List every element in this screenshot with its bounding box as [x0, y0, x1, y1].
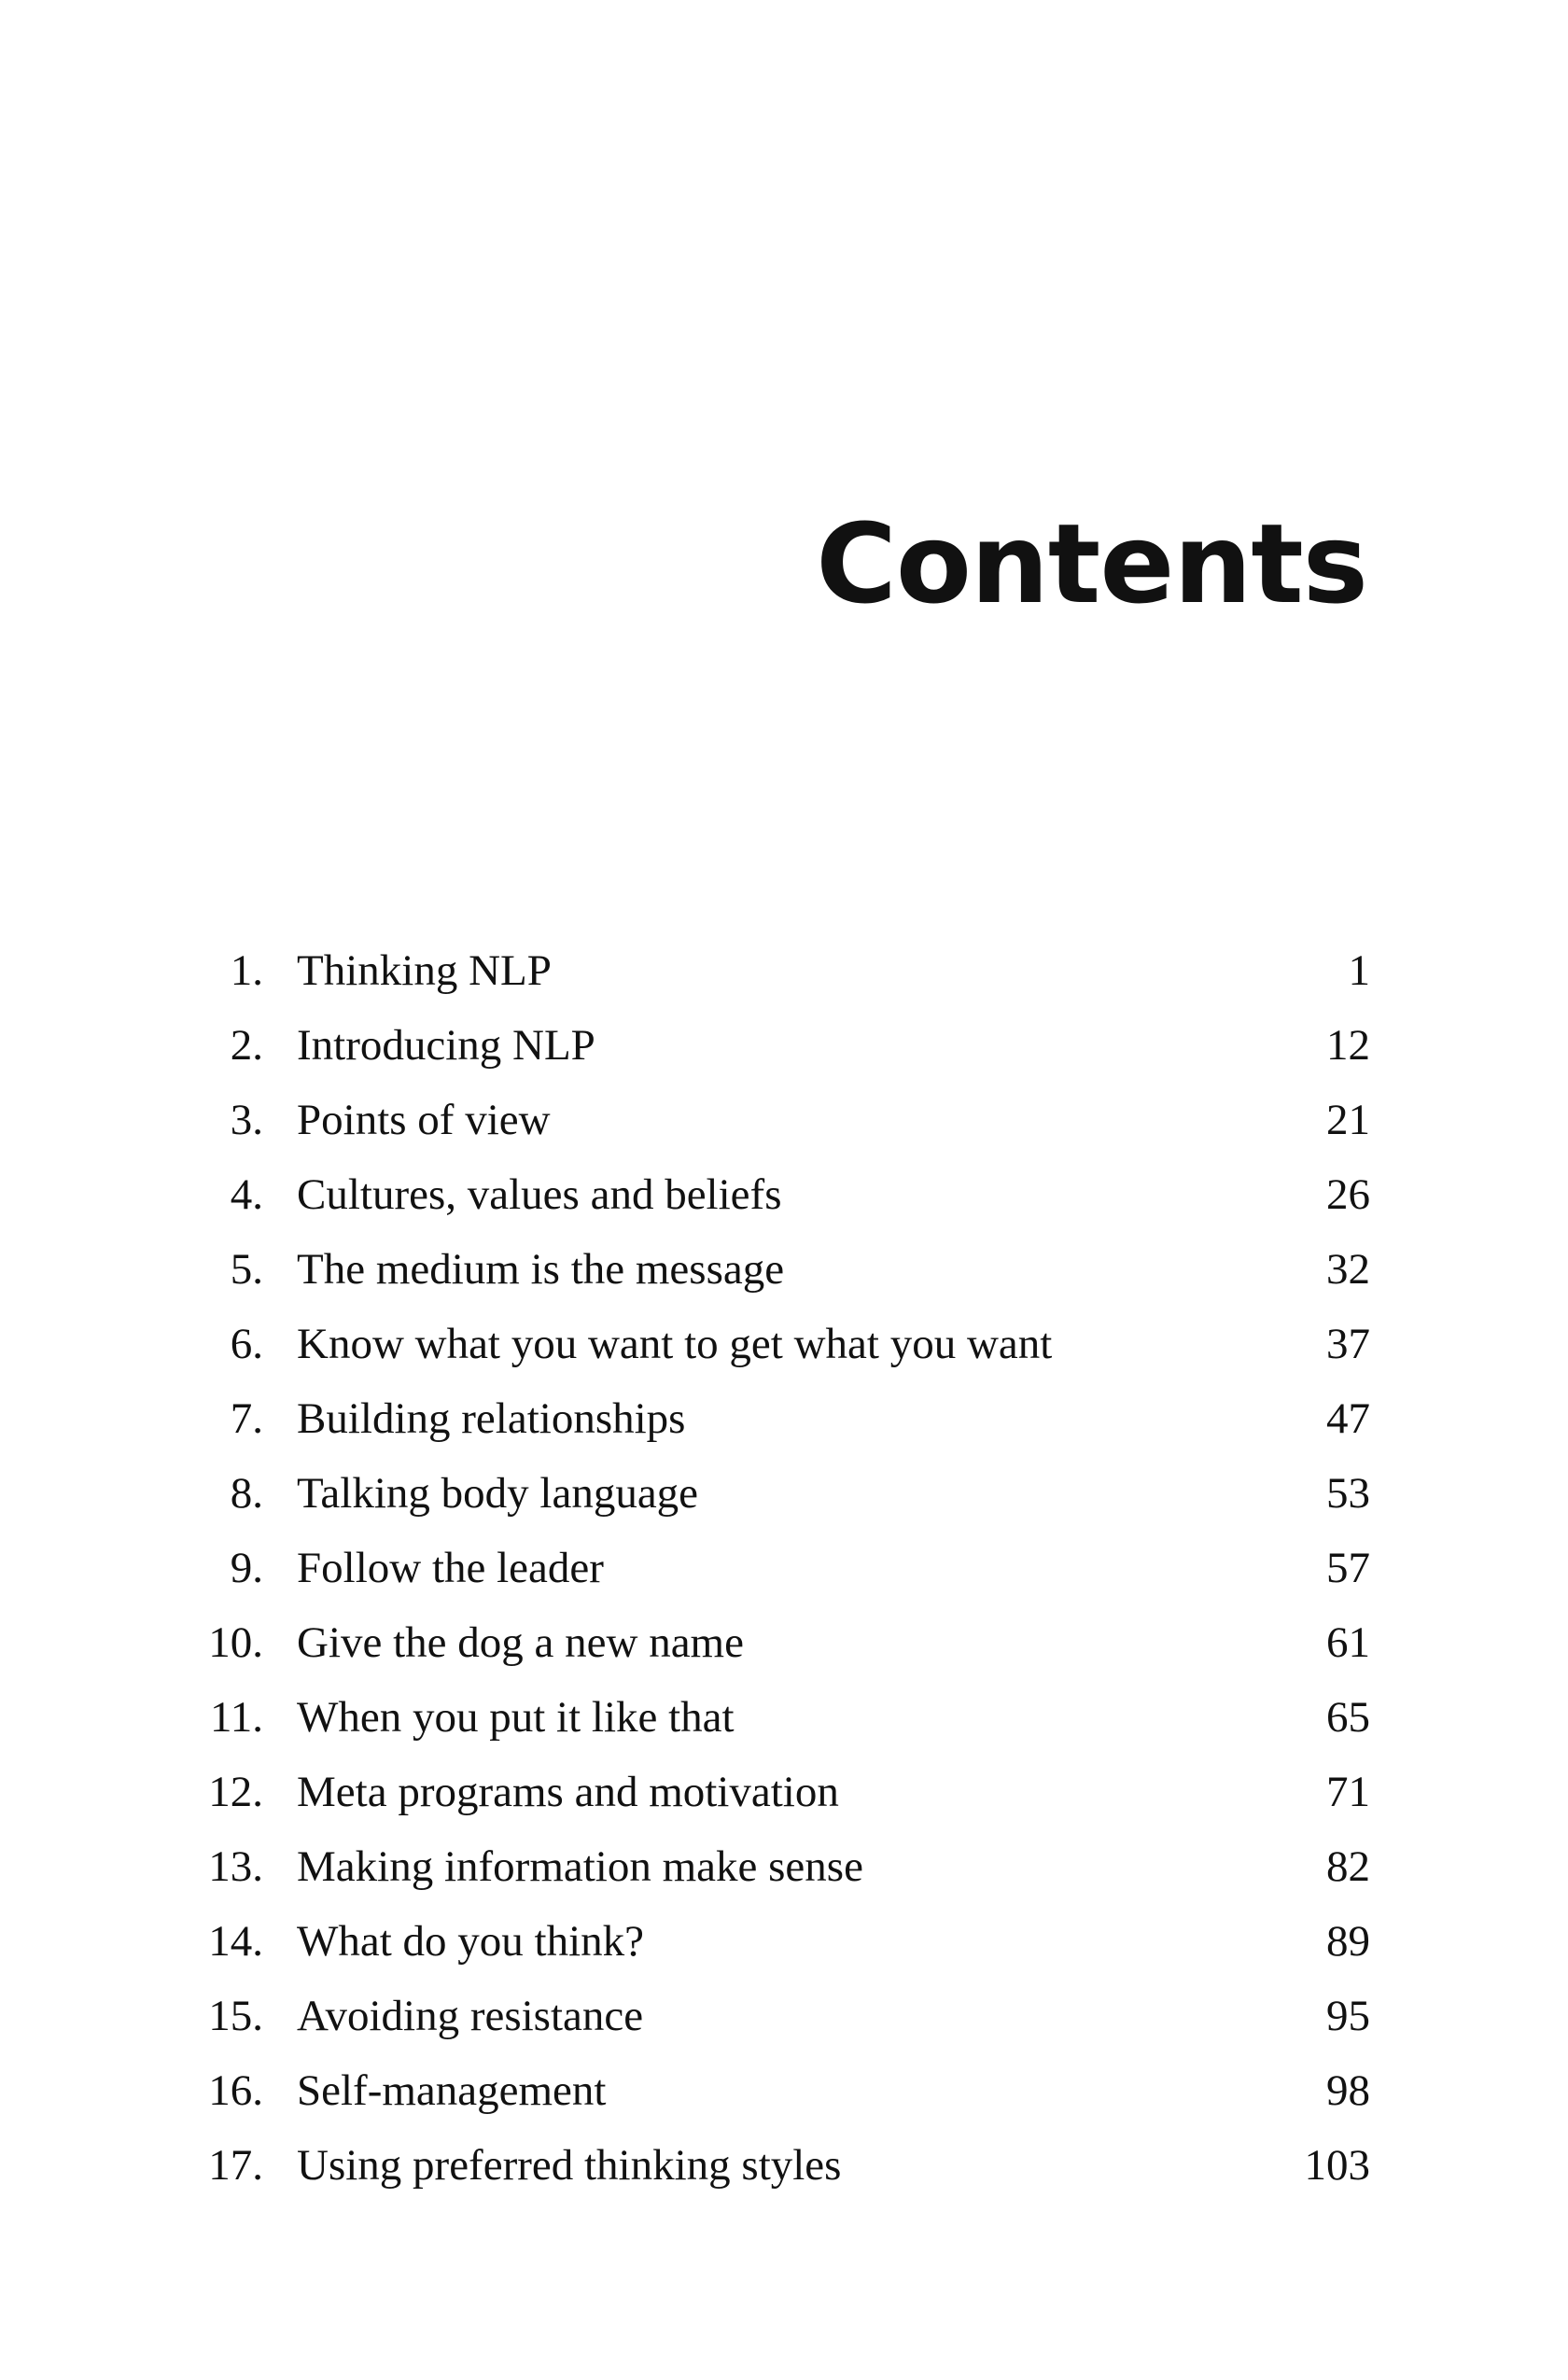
chapter-title: Self-management [297, 2066, 607, 2115]
chapter-number: 14. [208, 1917, 263, 1966]
toc-entry[interactable] [168, 1913, 1370, 1988]
page-number: 21 [1326, 1096, 1370, 1144]
chapter-number: 15. [208, 1992, 263, 2040]
chapter-number: 3. [230, 1096, 263, 1144]
page-number: 95 [1326, 1992, 1370, 2040]
chapter-number: 10. [208, 1618, 263, 1667]
chapter-title: Thinking NLP [297, 946, 552, 995]
chapter-title: Points of view [297, 1096, 551, 1144]
toc-entry[interactable] [168, 1615, 1370, 1689]
toc-entry[interactable] [168, 1689, 1370, 1764]
chapter-title: Building relationships [297, 1394, 686, 1443]
chapter-title: Talking body language [297, 1469, 699, 1518]
chapter-title: When you put it like that [297, 1693, 735, 1742]
page-number: 47 [1326, 1394, 1370, 1443]
chapter-title: Follow the leader [297, 1544, 604, 1592]
toc-entry[interactable] [168, 1241, 1370, 1316]
chapter-title: What do you think? [297, 1917, 645, 1966]
page-number: 12 [1326, 1021, 1370, 1070]
chapter-number: 1. [230, 946, 263, 995]
page-number: 71 [1326, 1768, 1370, 1816]
chapter-number: 12. [208, 1768, 263, 1816]
toc-entry[interactable] [168, 1391, 1370, 1465]
page-number: 89 [1326, 1917, 1370, 1966]
chapter-title: The medium is the message [297, 1245, 785, 1294]
page-title: Contents [816, 499, 1367, 628]
page-number: 103 [1304, 2141, 1370, 2190]
chapter-title: Know what you want to get what you want [297, 1320, 1053, 1368]
page-number: 61 [1326, 1618, 1370, 1667]
page-number: 53 [1326, 1469, 1370, 1518]
toc-entry[interactable] [168, 1540, 1370, 1615]
page-number: 82 [1326, 1842, 1370, 1891]
toc-entry[interactable] [168, 1764, 1370, 1839]
chapter-number: 11. [209, 1693, 263, 1742]
toc-entry[interactable] [168, 1316, 1370, 1391]
toc-entry[interactable] [168, 1465, 1370, 1540]
chapter-title: Making information make sense [297, 1842, 863, 1891]
page-number: 65 [1326, 1693, 1370, 1742]
page-number: 37 [1326, 1320, 1370, 1368]
table-of-contents [168, 943, 1370, 2212]
toc-entry[interactable] [168, 1017, 1370, 1092]
page-number: 26 [1326, 1170, 1370, 1219]
chapter-title: Introducing NLP [297, 1021, 595, 1070]
chapter-number: 9. [230, 1544, 263, 1592]
chapter-number: 6. [230, 1320, 263, 1368]
chapter-number: 2. [230, 1021, 263, 1070]
toc-entry[interactable] [168, 2137, 1370, 2212]
toc-entry[interactable] [168, 943, 1370, 1017]
chapter-number: 5. [230, 1245, 263, 1294]
chapter-number: 8. [230, 1469, 263, 1518]
toc-entry[interactable] [168, 2063, 1370, 2137]
chapter-number: 4. [230, 1170, 263, 1219]
page-number: 32 [1326, 1245, 1370, 1294]
chapter-title: Give the dog a new name [297, 1618, 744, 1667]
toc-entry[interactable] [168, 1988, 1370, 2063]
toc-entry[interactable] [168, 1167, 1370, 1241]
chapter-number: 7. [230, 1394, 263, 1443]
chapter-number: 16. [208, 2066, 263, 2115]
toc-entry[interactable] [168, 1092, 1370, 1167]
page-number: 1 [1348, 946, 1370, 995]
chapter-title: Cultures, values and beliefs [297, 1170, 782, 1219]
page-number: 57 [1326, 1544, 1370, 1592]
toc-entry[interactable] [168, 1839, 1370, 1913]
page-number: 98 [1326, 2066, 1370, 2115]
chapter-number: 13. [208, 1842, 263, 1891]
chapter-number: 17. [208, 2141, 263, 2190]
chapter-title: Avoiding resistance [297, 1992, 644, 2040]
chapter-title: Using preferred thinking styles [297, 2141, 842, 2190]
chapter-title: Meta programs and motivation [297, 1768, 839, 1816]
